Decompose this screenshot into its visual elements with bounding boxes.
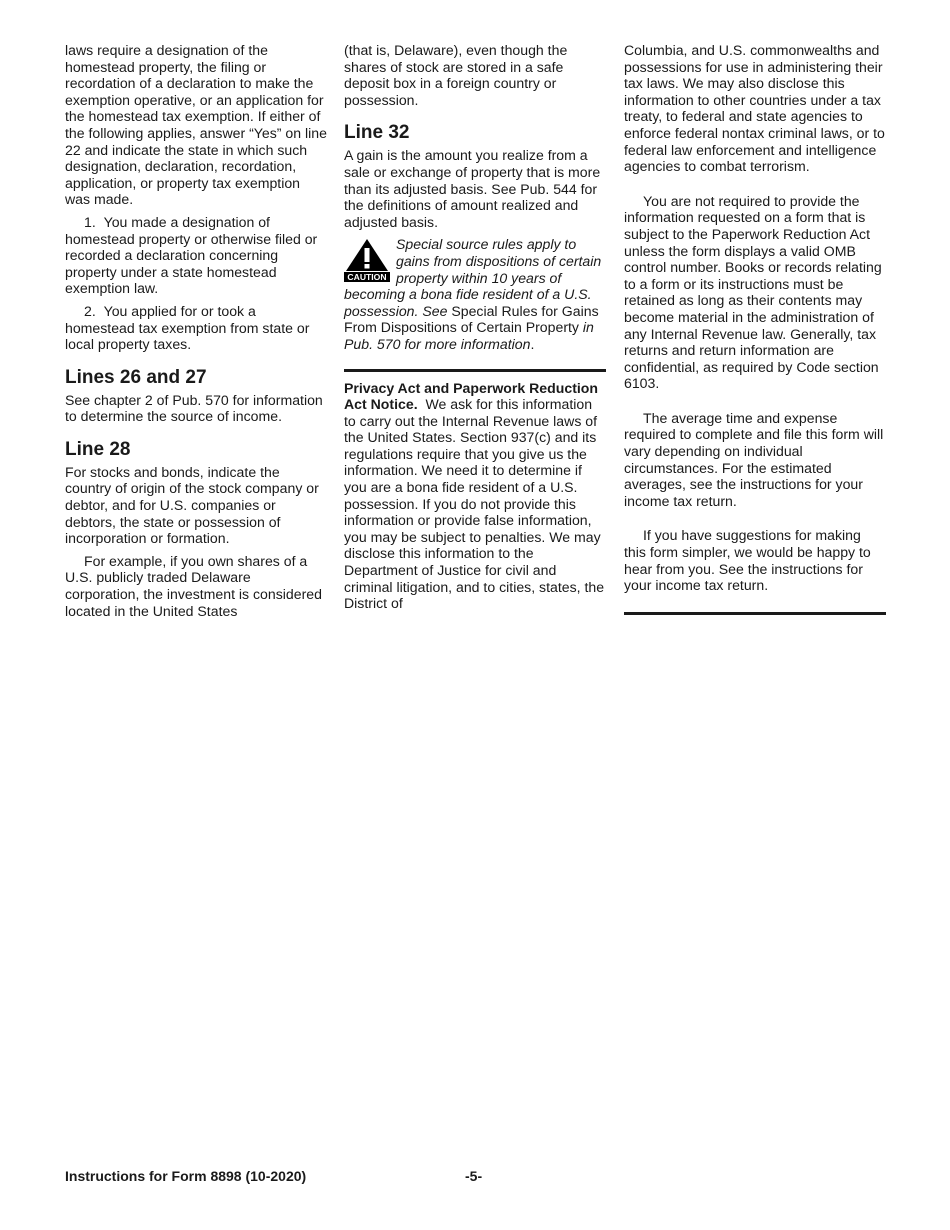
list-item-1: 1. You made a designation of homestead property or otherwise filed or recorded a declaration concerning property under a state homestead exemption law.: [65, 213, 318, 297]
privacy-body: We ask for this information to carry out the Internal Revenue laws of the United States. Section 937(c) and its regulations require that you give us the information. We need it to determine if you are a bona fide resident of a U.S. possession. If you do not provide this information or provide false information, you may be subject to penalties. We may disclose this information to the Department of Justice for civil and criminal litigation, and to cities, states, the District of: [344, 396, 605, 612]
caution-note: [344, 236, 606, 352]
heading-line-28: Line 28: [65, 438, 131, 460]
line-28-paragraph: For stocks and bonds, indicate the country of origin of the stock company or debtor, and for U.S. companies or debtors, the state or possession of incorporation or formation.: [65, 463, 319, 547]
footer-page-number: -5-: [465, 1168, 483, 1184]
heading-lines-26-27: Lines 26 and 27: [65, 366, 207, 388]
caution-icon: [344, 238, 390, 282]
privacy-continued-paragraph: Columbia, and U.S. commonwealths and possessions for use in administering their tax laws. We may also disclose this information to other countries under a tax treaty, to federal and state agencies to enforce federal nontax criminal laws, or to federal law enforcement and intelligence agencies to combat terrorism.: [624, 42, 885, 175]
privacy-heading: Privacy Act and Paperwork Reduction Act Notice.: [344, 379, 599, 413]
caution-text-reference: Special Rules for Gains From Dispositions of Certain Property: [344, 302, 599, 336]
time-expense-paragraph: The average time and expense required to complete and file this form will vary depending on individual circumstances. For the estimated averages, see the instructions for your income tax return.: [624, 409, 884, 509]
lines-26-27-paragraph: See chapter 2 of Pub. 570 for information to determine the source of income.: [65, 391, 323, 425]
column-middle: [344, 42, 606, 612]
line-32-paragraph: A gain is the amount you realize from a sale or exchange of property that is more than its adjusted basis. See Pub. 544 for the definitions of amount realized and adjusted basis.: [344, 147, 601, 230]
suggestions-paragraph: If you have suggestions for making this form simpler, we would be happy to hear from you. See the instructions for your income tax return.: [624, 527, 871, 594]
end-divider: [624, 612, 886, 615]
privacy-paragraph: [344, 380, 606, 612]
paperwork-paragraph: You are not required to provide the information requested on a form that is subject to the Paperwork Reduction Act unless the form displays a valid OMB control number. Books or records relating to a form or its instructions must be retained as long as their contents may become material in the administration of any Internal Revenue law. Generally, tax returns and return information are confidential, as required by Code section 6103.: [624, 192, 882, 392]
caution-label: CAUTION: [347, 272, 387, 283]
section-divider: [344, 369, 606, 372]
line-28-example-paragraph: For example, if you own shares of a U.S. publicly traded Delaware corporation, the investment is considered located in the United States: [65, 552, 322, 619]
column-left: [65, 42, 327, 619]
homestead-paragraph: laws require a designation of the homestead property, the filing or recordation of a declaration to make the exemption operative, or an application for the homestead tax exemption. If either of the following applies, answer “Yes” on line 22 and indicate the state in which such designation, declaration, recordation, application, or property tax exemption was made.: [65, 42, 327, 208]
footer-form-title: Instructions for Form 8898 (10-2020): [65, 1168, 307, 1184]
list-item-2: 2. You applied for or took a homestead tax exemption from state or local property taxes.: [65, 302, 310, 353]
continued-paragraph: (that is, Delaware), even though the shares of stock are stored in a safe deposit box in a foreign country or possession.: [344, 42, 568, 108]
column-right: [624, 42, 886, 615]
caution-text-italic-2: in Pub. 570 for more information: [344, 319, 594, 352]
heading-line-32: Line 32: [344, 122, 410, 144]
caution-text-end: .: [530, 335, 535, 352]
caution-text-italic-1: Special source rules apply to gains from dispositions of certain property within 10 years of becoming a bona fide resident of a U.S. possession. See: [344, 236, 602, 319]
